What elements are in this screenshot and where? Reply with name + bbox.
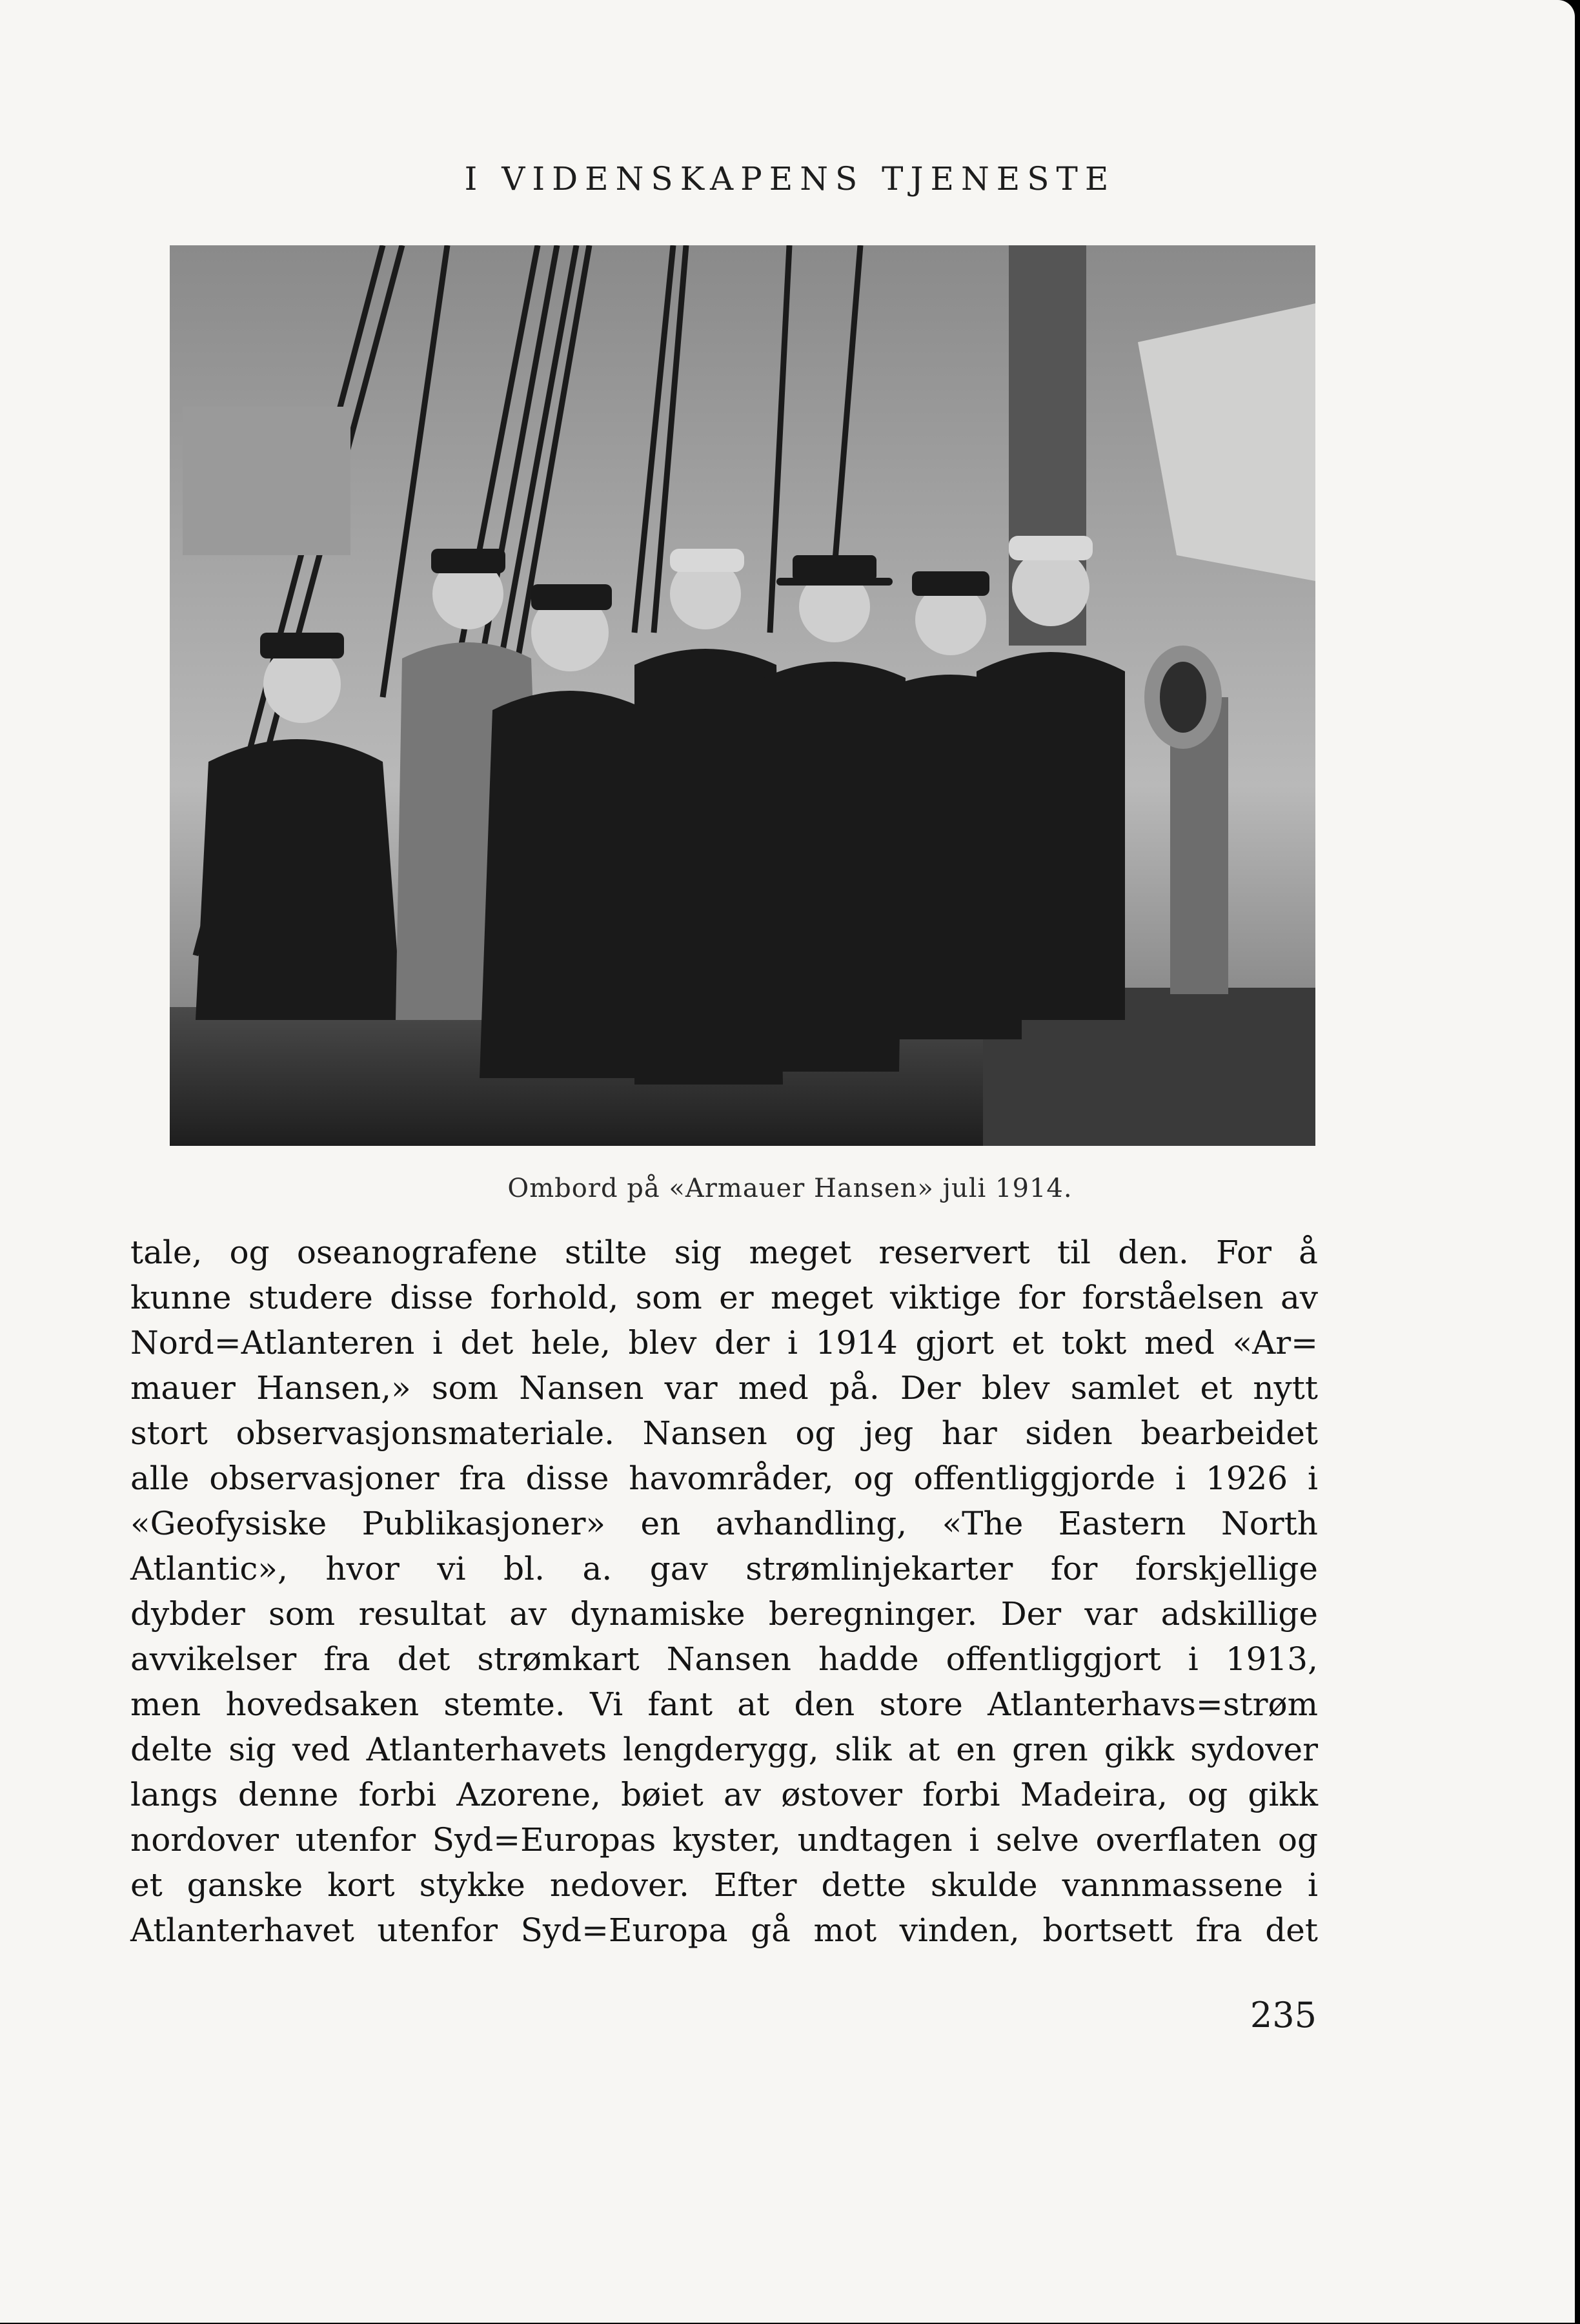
text-line: langs denne forbi Azorene, bøiet av østover forbi Madeira, og gikk bbox=[130, 1776, 1318, 1813]
text-line: Nord=Atlanteren i det hele, blev der i 1914 gjort et tokt med «Ar= bbox=[130, 1324, 1318, 1361]
text-line: delte sig ved Atlanterhavets lengderygg, slik at en gren gikk sydover bbox=[130, 1731, 1318, 1768]
text-line: stort observasjonsmateriale. Nansen og jeg har siden bearbeidet bbox=[130, 1414, 1318, 1452]
group-photo bbox=[170, 245, 1315, 1146]
body-paragraph bbox=[130, 1230, 1318, 1953]
ship-deck-group-photo-icon bbox=[170, 245, 1315, 1146]
text-line: dybder som resultat av dynamiske beregninger. Der var adskillige bbox=[130, 1595, 1318, 1633]
text-line: nordover utenfor Syd=Europas kyster, undtagen i selve overflaten og bbox=[130, 1821, 1318, 1859]
running-head: I VIDENSKAPENS TJENESTE bbox=[464, 160, 1116, 198]
text-line: mauer Hansen,» som Nansen var med på. Der blev samlet et nytt bbox=[130, 1369, 1318, 1407]
text-line: men hovedsaken stemte. Vi fant at den store Atlanterhavs=strøm bbox=[130, 1686, 1318, 1723]
text-line: alle observasjoner fra disse havområder, og offentliggjorde i 1926 i bbox=[130, 1460, 1318, 1497]
text-line: avvikelser fra det strømkart Nansen hadde offentliggjort i 1913, bbox=[130, 1640, 1318, 1678]
text-line: Atlantic», hvor vi bl. a. gav strømlinjekarter for forskjellige bbox=[130, 1550, 1318, 1587]
text-line: Atlanterhavet utenfor Syd=Europa gå mot vinden, bortsett fra det bbox=[130, 1911, 1318, 1949]
text-line: kunne studere disse forhold, som er meget viktige for forståelsen av bbox=[130, 1279, 1318, 1316]
text-line: tale, og oseanografene stilte sig meget reservert til den. For å bbox=[130, 1234, 1318, 1271]
text-line: et ganske kort stykke nedover. Efter dette skulde vannmassene i bbox=[130, 1866, 1318, 1904]
photo-caption: Ombord på «Armauer Hansen» juli 1914. bbox=[507, 1174, 1073, 1203]
page-number: 235 bbox=[1250, 1995, 1317, 2035]
text-line: «Geofysiske Publikasjoner» en avhandling, «The Eastern North bbox=[130, 1505, 1318, 1542]
